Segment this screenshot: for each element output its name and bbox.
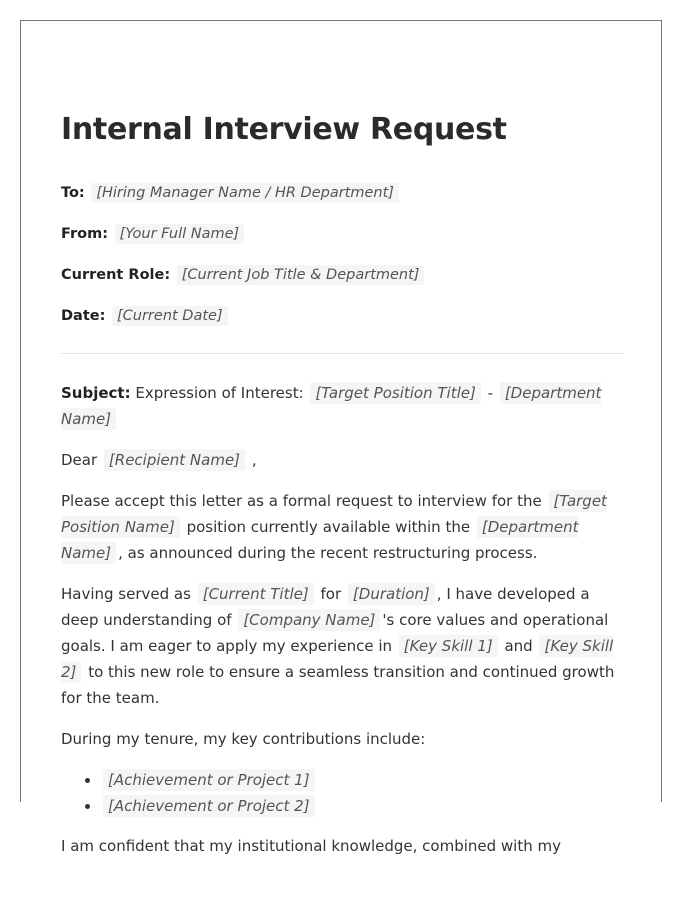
greeting — [61, 447, 623, 473]
p1-text-1: Please accept this letter as a formal request to interview for the — [61, 492, 542, 510]
header-divider — [61, 353, 623, 354]
p2-skill1-placeholder: [Key Skill 1] — [399, 635, 498, 657]
p1-text-2: position currently available within the — [186, 518, 471, 536]
current-role-label: Current Role: — [61, 267, 171, 283]
p2-company-placeholder: [Company Name] — [238, 609, 380, 631]
achievement-1-placeholder: [Achievement or Project 1] — [103, 769, 315, 791]
greeting-prefix: Dear — [61, 451, 98, 469]
subject-department-placeholder: [Department Name] — [61, 384, 602, 428]
recipient-placeholder: [Recipient Name] — [104, 449, 245, 471]
p2-text-2: for — [320, 585, 342, 603]
p2-text-5: and — [504, 637, 533, 655]
p2-title-placeholder: [Current Title] — [198, 583, 314, 605]
p2-skill2-placeholder: [Key Skill 2] — [61, 637, 614, 681]
date-label: Date: — [61, 308, 106, 324]
subject-position-placeholder: [Target Position Title] — [310, 382, 480, 404]
to-field — [61, 180, 623, 206]
subject-line — [61, 380, 623, 432]
p1-text-3: , as announced during the recent restructuring process. — [118, 544, 538, 562]
p2-text-1: Having served as — [61, 585, 191, 603]
letter-content — [61, 110, 623, 874]
from-placeholder: [Your Full Name] — [115, 224, 245, 244]
p2-text-3: , I have developed a deep understanding of — [61, 585, 590, 629]
subject-text: Expression of Interest: — [135, 384, 304, 402]
achievement-2-placeholder: [Achievement or Project 2] — [103, 795, 315, 817]
p1-position-placeholder: [Target Position Name] — [61, 492, 607, 536]
p2-text-4: 's core values and operational goals. I am eager to apply my experience in — [61, 611, 609, 655]
from-field — [61, 221, 623, 247]
current-role-field — [61, 262, 623, 288]
paragraph-1 — [61, 488, 623, 566]
current-role-placeholder: [Current Job Title & Department] — [177, 265, 425, 285]
subject-label: Subject: — [61, 384, 131, 402]
letter-page — [20, 20, 662, 855]
subject-separator: - — [487, 384, 494, 402]
date-placeholder: [Current Date] — [112, 306, 228, 326]
date-field — [61, 303, 623, 329]
p2-duration-placeholder: [Duration] — [348, 583, 435, 605]
list-item — [101, 793, 623, 819]
to-placeholder: [Hiring Manager Name / HR Department] — [91, 183, 399, 203]
page-title: Internal Interview Request — [61, 112, 507, 147]
to-label: To: — [61, 185, 85, 201]
paragraph-2 — [61, 581, 623, 711]
p2-text-6: to this new role to ensure a seamless transition and continued growth for the team. — [61, 663, 615, 707]
paragraph-3: During my tenure, my key contributions include: — [61, 730, 426, 748]
list-item — [101, 767, 623, 793]
from-label: From: — [61, 226, 108, 242]
achievements-list — [61, 767, 623, 819]
p1-department-placeholder: [Department Name] — [61, 518, 579, 562]
paragraph-4: I am confident that my institutional knowledge, combined with my — [61, 837, 561, 855]
greeting-suffix: , — [251, 451, 257, 469]
